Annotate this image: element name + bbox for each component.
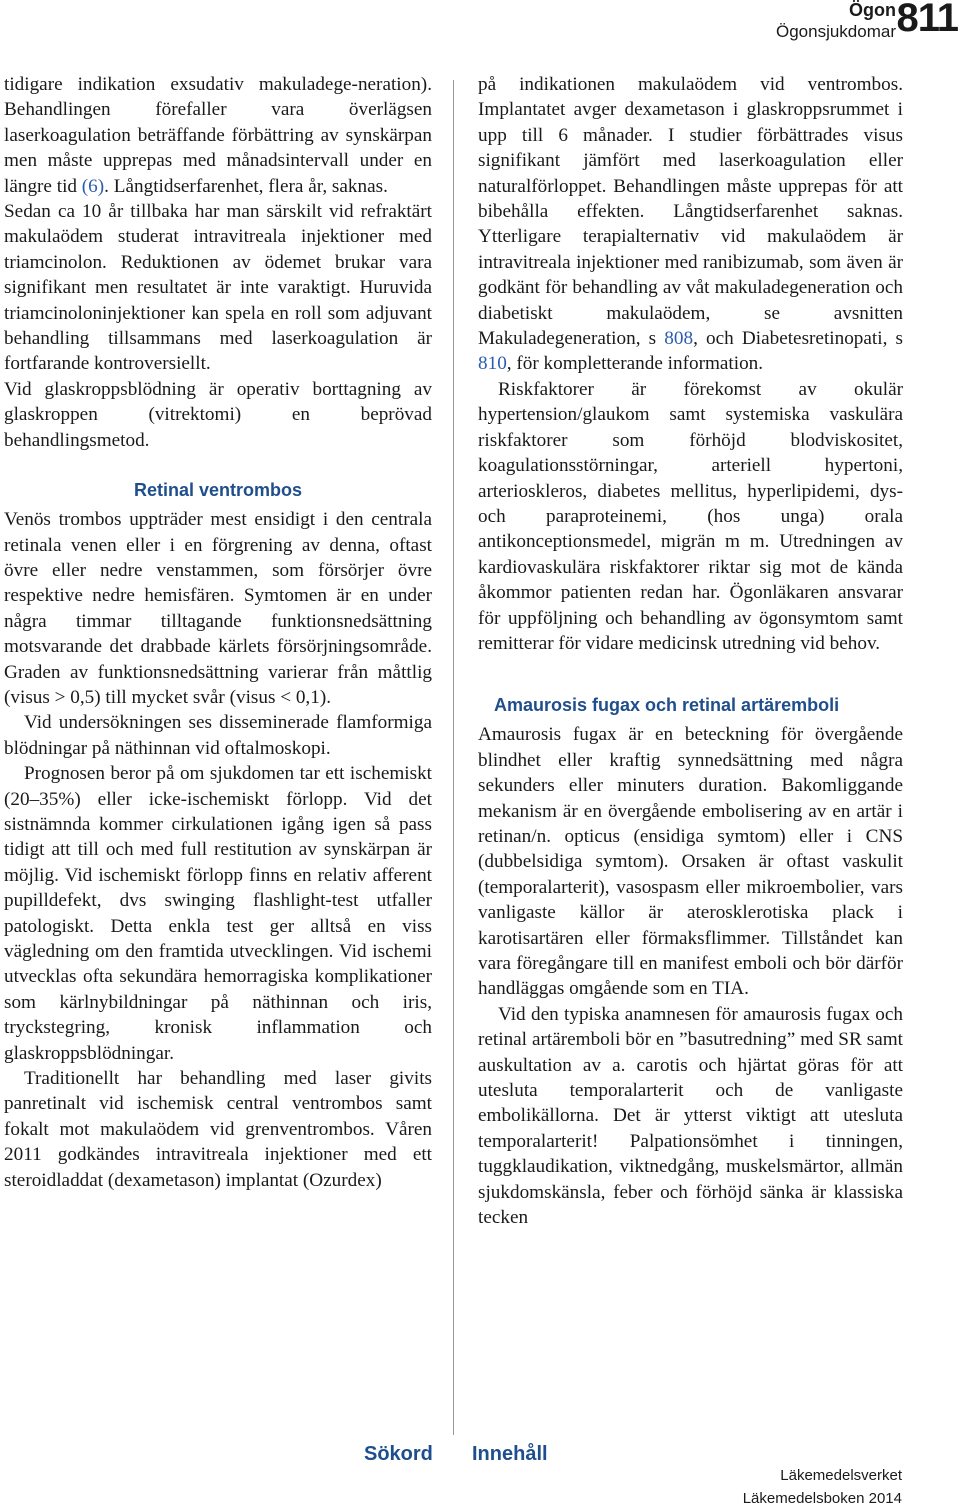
search-index-link[interactable]: Sökord — [364, 1443, 433, 1465]
paragraph: Vid den typiska anamnesen för amaurosis fugax och retinal artäremboli bör en ”basutredning” med SR samt auskultation av a. carotis och hjärtat göras för att utesluta temporalarterit och de vanligaste embolikällorna. Det är ytterst viktigt att utesluta temporalarterit! Palpationsömhet i tinningen, tuggklaudikation, viktnedgång, muskelsmärtor, allmän sjukdomskänsla, feber och förhöjd sänka är klassiska tecken — [478, 1003, 903, 1229]
paragraph: Amaurosis fugax är en beteckning för övergående blindhet eller kraftig synnedsättning med några sekunders eller minuters duration. Bakomliggande mekanism är en övergående embolisering av en artär i retinan/n. opticus (ensidiga symtom) eller i CNS (dubbelsidiga symtom). Orsaken är oftast vaskulit (temporalarterit), vasospasm eller mikroembolier, vars vanligaste källor är aterosklerotiska plack i karotisartären eller förmaksflimmer. Tillståndet kan vara föregångare till en manifest emboli och bör därför handläggas omgående som en TIA. — [478, 724, 903, 1000]
paragraph: Vid glaskroppsblödning är operativ borttagning av glaskroppen (vitrektomi) en beprövad behandlingsmetod. — [4, 378, 432, 451]
section-title: Ögonsjukdomar — [775, 22, 896, 41]
page-header — [560, 0, 960, 48]
paragraph: Venös trombos uppträder mest ensidigt i den centrala retinala venen eller i en förgrening av denna, oftast övre eller nedre venstammen, som försörjer övre respektive nedre hemisfären. Symtomen är en under några timmar tilltagande funktionsnedsättning motsvarande det drabbade kärlets försörjningsområde. Graden av funktionsnedsättning varierar från måttlig (visus > 0,5) till mycket svår (visus < 0,1). — [4, 509, 432, 708]
left-column — [4, 72, 432, 1193]
footer-publisher: Läkemedelsverket — [780, 1467, 902, 1484]
paragraph: Prognosen beror på om sjukdomen tar ett ischemiskt (20–35%) eller icke-ischemiskt förlopp. Vid det sistnämnda kommer cirkulationen igång igen så pass tidigt att till och med full restitution av synskärpan är möjlig. Vid ischemiskt förlopp finns en relativ afferent pupilldefekt, dvs swinging flashlight-test utfaller patologiskt. Detta enkla test ger alltså en viss vägledning om den framtida utvecklingen. Vid ischemi utvecklas ofta sekundära hemorragiska komplikationer som kärlnybildningar på näthinnan och iris, tryckstegring, kronisk inflammation och glaskroppsblödningar. — [4, 763, 432, 1064]
page-link[interactable]: 810 — [478, 353, 507, 375]
page-link[interactable]: 808 — [664, 328, 694, 350]
paragraph: på indikationen makulaödem vid ventrombos. Implantatet avger dexametason i glaskroppsrummet i upp till 6 månader. I studier förbättrades visus signifikant jämfört med laserkoagulation eller naturalförloppet. Behandlingen måste upprepas för att bibehålla effekten. Långtidserfarenhet saknas. Ytterligare terapialternativ vid makulaödem är intravitreala injektioner med ranibizumab, som även är godkänt för behandling av våt makuladegeneration och diabetiskt makulaödem, se avsnitten Makuladegeneration, s 808, och Diabetesretinopati, s 810, för kompletterande information. — [478, 74, 903, 375]
section-heading: Retinal ventrombos — [133, 480, 303, 501]
section-heading: Amaurosis fugax och retinal artäremboli — [494, 695, 840, 716]
paragraph: tidigare indikation exsudativ makuladege-neration). Behandlingen förefaller vara överlägsen laserkoagulation beträffande förbättring av synskärpan men måste upprepas med månadsintervall under en längre tid (6). Långtidserfarenhet, flera år, saknas. — [4, 74, 432, 197]
right-column — [478, 72, 903, 1230]
reference-link[interactable]: (6) — [81, 175, 105, 197]
paragraph: Traditionellt har behandling med laser givits panretinalt vid ischemisk central ventrombos samt fokalt mot makulaödem vid grenventrombos. Våren 2011 godkändes intravitreala injektioner med ett steroidladdat (dexametason) implantat (Ozurdex) — [4, 1068, 432, 1191]
footer-book: Läkemedelsboken 2014 — [742, 1490, 902, 1507]
table-of-contents-link[interactable]: Innehåll — [472, 1443, 548, 1465]
column-divider — [453, 80, 454, 1435]
paragraph: Vid undersökningen ses disseminerade flamformiga blödningar på näthinnan vid oftalmoskopi. — [4, 712, 432, 759]
page-number: 811 — [896, 0, 958, 40]
paragraph: Sedan ca 10 år tillbaka har man särskilt vid refraktärt makulaödem studerat intravitreala injektioner med triamcinolon. Reduktionen av ödemet brukar vara signifikant men resultatet är inte varaktigt. Huruvida triamcinoloninjektioner kan spela en roll som adjuvant behandling tillsammans med laserkoagulation är fortfarande kontroversiellt. — [4, 201, 432, 375]
paragraph: Riskfaktorer är förekomst av okulär hypertension/glaukom samt systemiska vaskulära riskfaktorer som förhöjd blodviskositet, koagulationsstörningar, arteriell hypertoni, arterioskleros, diabetes mellitus, hyperlipidemi, dys- och paraproteinemi, (hos unga) orala antikonceptionsmedel, migrän m m. Utredningen av kardiovaskulära riskfaktorer riktar sig mot de kända åkommor patienten redan har. Ögonläkaren ansvarar för uppföljning och behandling av ögonsymtom samt remitterar för vidare medicinsk utredning vid behov. — [478, 378, 903, 654]
chapter-title: Ögon — [849, 0, 896, 20]
